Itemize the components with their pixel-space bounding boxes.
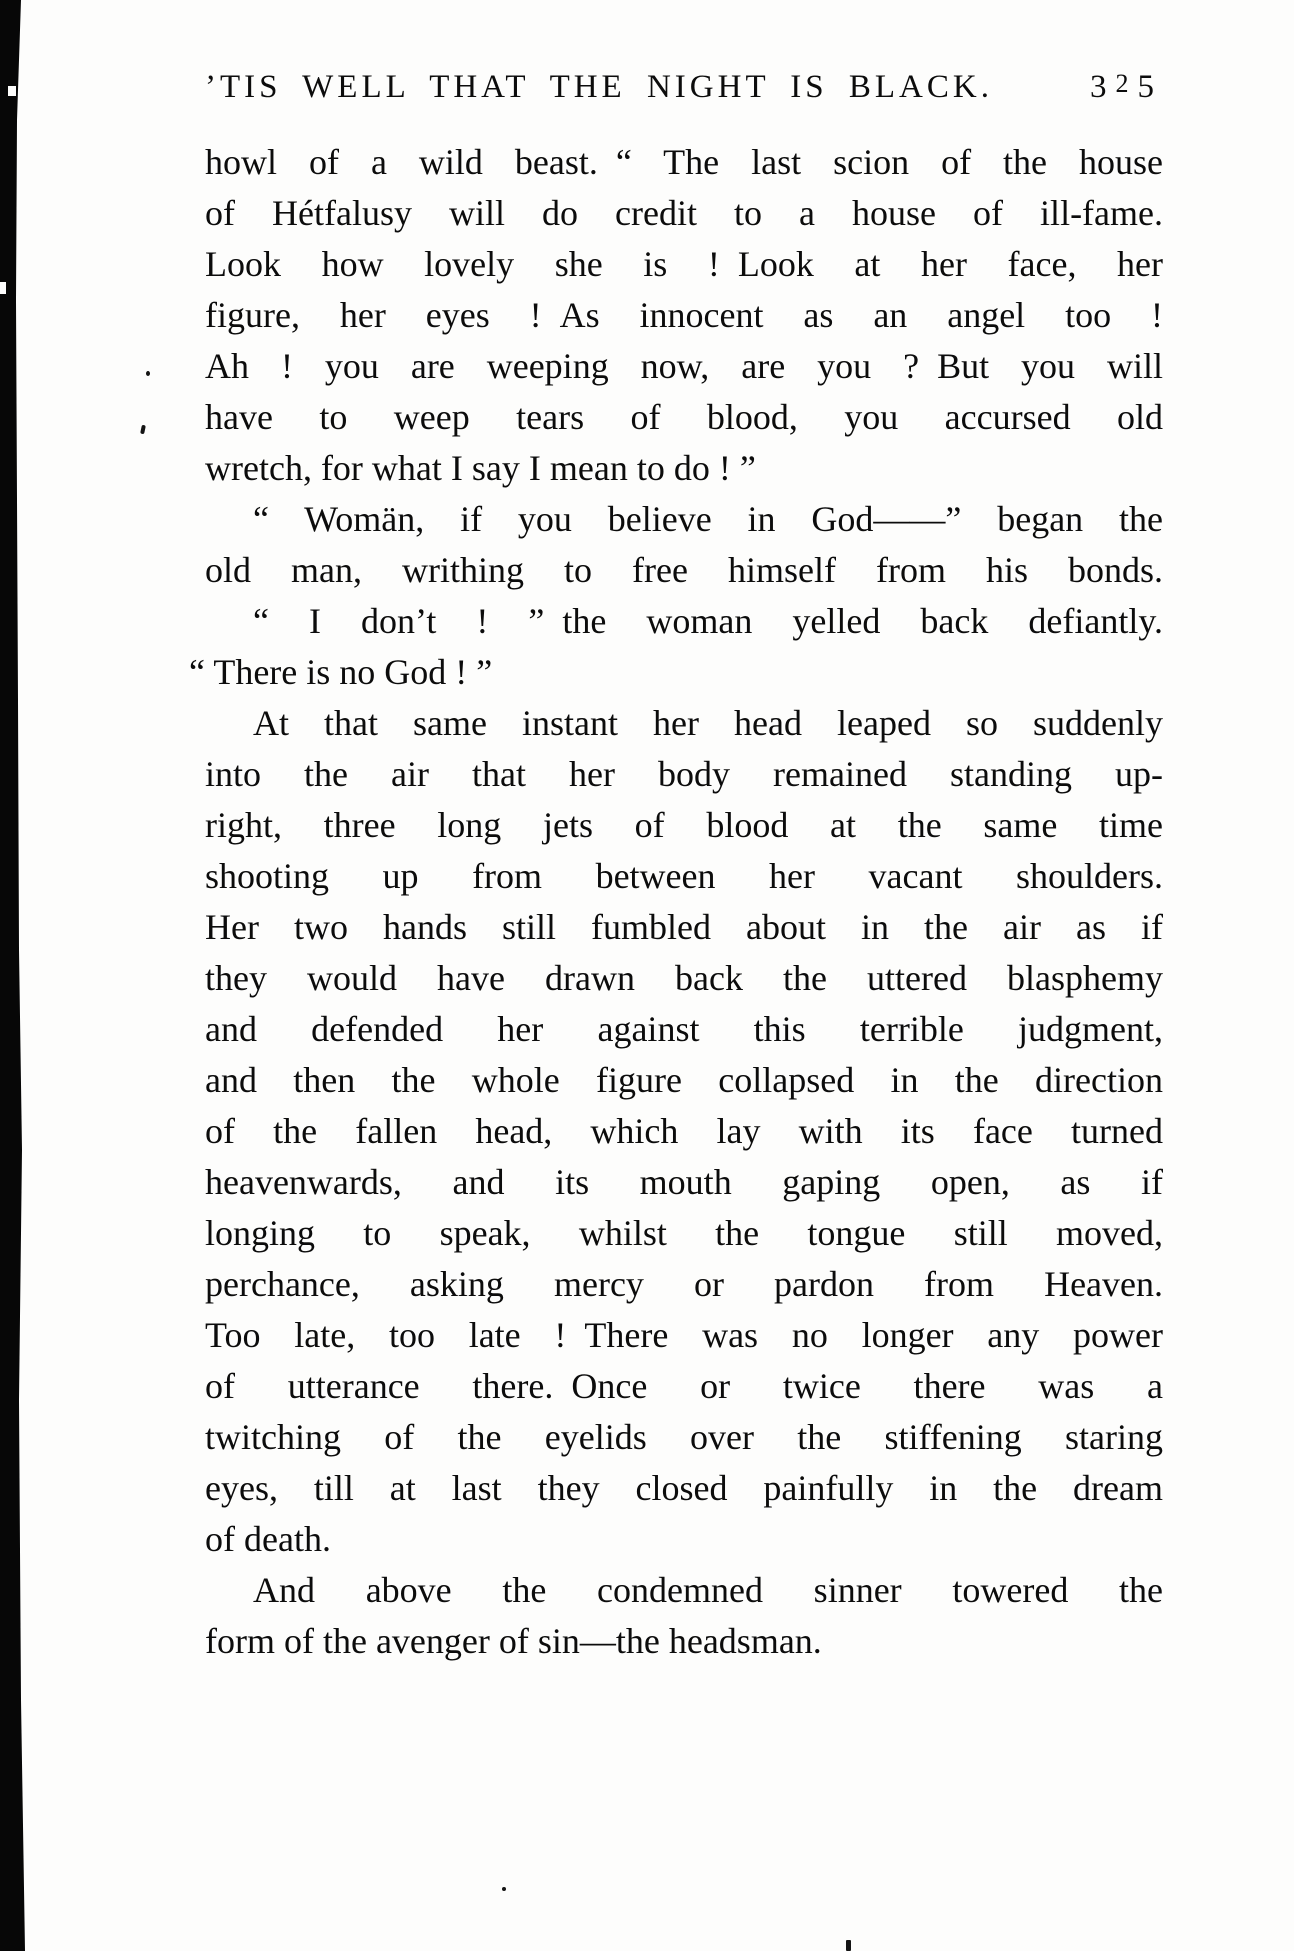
text-line: Ah ! you are weeping now, are you ? But you will xyxy=(205,346,1163,386)
text-line: into the air that her body remained standing up- xyxy=(205,754,1163,794)
ink-speck xyxy=(146,371,150,376)
text-line: eyes, till at last they closed painfully in the dream xyxy=(205,1468,1163,1508)
text-line: have to weep tears of blood, you accursed old xyxy=(205,397,1163,437)
page-lines xyxy=(189,137,1163,1667)
text-line: perchance, asking mercy or pardon from Heaven. xyxy=(205,1264,1163,1304)
text-line: of Hétfalusy will do credit to a house of ill-fame. xyxy=(205,193,1163,233)
text-line: they would have drawn back the uttered blasphemy xyxy=(205,958,1163,998)
text-line: “ I don’t ! ” the woman yelled back defiantly. xyxy=(253,601,1163,641)
text-line: of utterance there. Once or twice there was a xyxy=(205,1366,1163,1406)
text-line: “ Womän, if you believe in God——” began the xyxy=(253,499,1163,539)
text-line: and defended her against this terrible judgment, xyxy=(205,1009,1163,1049)
text-line: form of the avenger of sin—the headsman. xyxy=(205,1621,822,1661)
text-line: Look how lovely she is ! Look at her face, her xyxy=(205,244,1163,284)
page-header xyxy=(205,64,1163,104)
text-line: wretch, for what I say I mean to do ! ” xyxy=(205,448,756,488)
text-line: howl of a wild beast. “ The last scion of the house xyxy=(205,142,1163,182)
page-number: 325 xyxy=(1090,69,1163,105)
text-line: and then the whole figure collapsed in the direction xyxy=(205,1060,1163,1100)
text-line: longing to speak, whilst the tongue still moved, xyxy=(205,1213,1163,1253)
running-title: ’TIS WELL THAT THE NIGHT IS BLACK. xyxy=(205,69,993,105)
ink-speck xyxy=(140,425,146,435)
text-line: heavenwards, and its mouth gaping open, as if xyxy=(205,1162,1163,1202)
text-line: of the fallen head, which lay with its face turned xyxy=(205,1111,1163,1151)
text-line: And above the condemned sinner towered the xyxy=(253,1570,1163,1610)
ink-speck xyxy=(846,1940,851,1951)
text-line: of death. xyxy=(205,1519,331,1559)
text-line: Her two hands still fumbled about in the air as if xyxy=(205,907,1163,947)
text-line: At that same instant her head leaped so suddenly xyxy=(253,703,1163,743)
text-line: twitching of the eyelids over the stiffening staring xyxy=(205,1417,1163,1457)
text-line: right, three long jets of blood at the same time xyxy=(205,805,1163,845)
text-line: “ There is no God ! ” xyxy=(189,652,493,692)
text-line: figure, her eyes ! As innocent as an angel too ! xyxy=(205,295,1163,335)
gutter-notch xyxy=(0,282,6,294)
page-column xyxy=(189,64,1163,1667)
gutter-notch xyxy=(8,86,16,96)
text-line: Too late, too late ! There was no longer any power xyxy=(205,1315,1163,1355)
ink-speck xyxy=(502,1887,506,1891)
text-line: shooting up from between her vacant shoulders. xyxy=(205,856,1163,896)
text-line: old man, writhing to free himself from his bonds. xyxy=(205,550,1163,590)
